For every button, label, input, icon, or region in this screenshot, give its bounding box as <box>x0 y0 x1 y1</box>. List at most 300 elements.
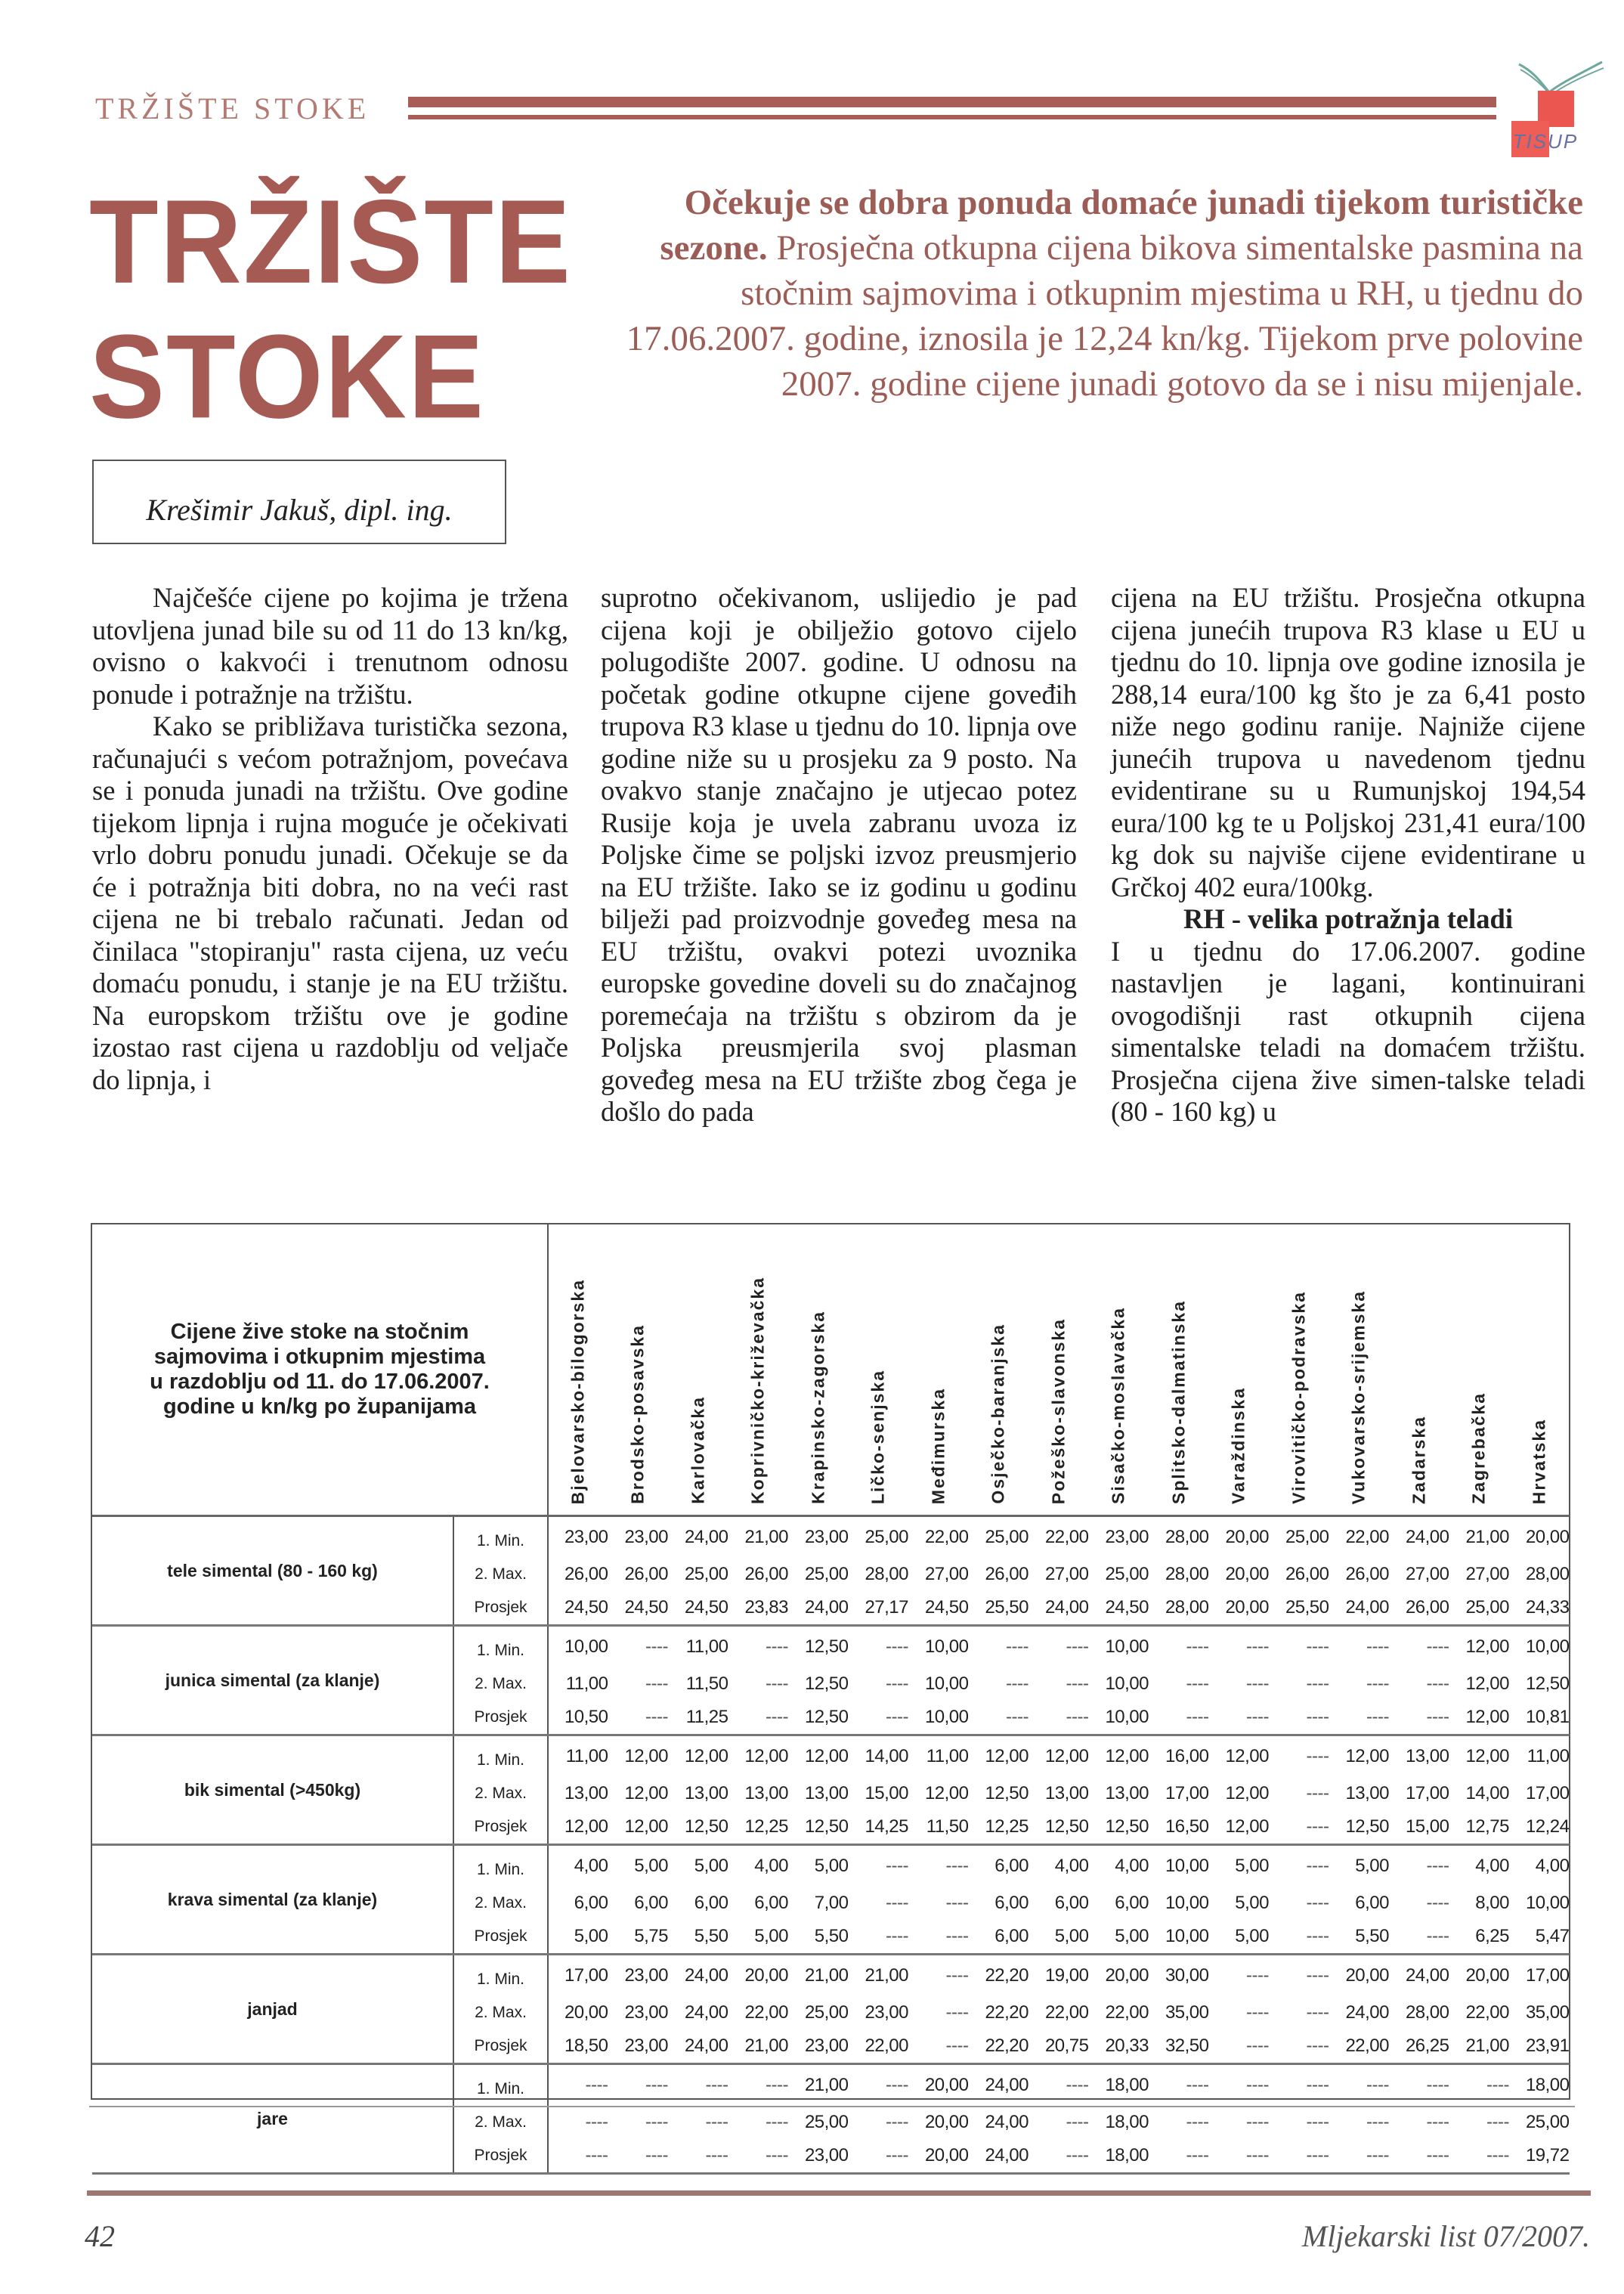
price-cell: 28,00 <box>1525 1564 1570 1584</box>
price-cell: ---- <box>886 1636 908 1657</box>
price-cell: 11,00 <box>685 1636 728 1657</box>
price-cell: ---- <box>945 1893 969 1913</box>
price-cell: 23,00 <box>865 2002 908 2023</box>
county-header <box>728 1224 789 1516</box>
price-cell: 25,00 <box>865 1527 908 1547</box>
price-cell: 5,00 <box>548 1920 608 1955</box>
county-header <box>1329 1224 1390 1516</box>
price-cell: 13,00 <box>1044 1783 1089 1803</box>
price-cell: 20,33 <box>1089 2029 1149 2064</box>
price-cell: 21,00 <box>1465 1527 1509 1547</box>
county-label: Karlovačka <box>688 1396 708 1504</box>
price-cell: 11,00 <box>926 1746 969 1766</box>
price-cell: 5,00 <box>1209 1920 1270 1955</box>
price-cell: 22,00 <box>924 1527 969 1547</box>
county-label: Koprivničko-križevačka <box>747 1277 768 1504</box>
price-cell: 24,50 <box>668 1591 728 1626</box>
price-cell: 8,00 <box>1475 1893 1509 1913</box>
price-cell: 23,83 <box>728 1591 789 1626</box>
price-cell: 5,50 <box>668 1920 728 1955</box>
price-cell: 22,00 <box>1105 2002 1149 2023</box>
price-cell: 12,00 <box>1225 1783 1269 1803</box>
paragraph: I u tjednu do 17.06.2007. godine nastavljen je lagani, kontinuirani ovogodišnji rast otkupnih cijena simentalske teladi na domaćem tržištu. Prosječna cijena žive simen-talske teladi (80 - 160 kg) u <box>1111 935 1585 1127</box>
price-cell: 22,20 <box>985 1965 1029 1986</box>
price-cell: 6,00 <box>1115 1893 1149 1913</box>
price-cell: ---- <box>1329 1701 1390 1735</box>
price-cell: 12,50 <box>985 1783 1029 1803</box>
price-cell: 25,00 <box>684 1564 728 1584</box>
price-cell: 22,00 <box>744 2002 788 2023</box>
price-cell: 11,50 <box>908 1810 969 1845</box>
price-cell: ---- <box>705 2112 728 2132</box>
price-cell: ---- <box>1426 1673 1449 1694</box>
price-cell: ---- <box>645 2075 668 2095</box>
price-cell: 26,00 <box>744 1564 788 1584</box>
price-cell: 12,00 <box>1225 1746 1269 1766</box>
price-cell: 23,00 <box>788 2029 849 2064</box>
price-cell: 25,00 <box>1449 1591 1510 1626</box>
stat-label: Prosjek <box>453 1701 548 1735</box>
price-cell: 15,00 <box>865 1783 908 1803</box>
price-cell: 26,25 <box>1389 2029 1449 2064</box>
price-cell: 12,50 <box>804 1636 849 1657</box>
price-cell: 24,00 <box>1405 1527 1449 1547</box>
price-cell: 23,00 <box>1105 1527 1149 1547</box>
price-cell: 23,00 <box>624 1965 668 1986</box>
price-cell: 6,00 <box>694 1893 728 1913</box>
price-cell: 24,00 <box>1345 2002 1389 2023</box>
price-cell: ---- <box>1186 2112 1209 2132</box>
price-cell: 12,00 <box>744 1746 788 1766</box>
table-row <box>92 1845 1570 1887</box>
price-cell: 21,00 <box>744 1527 788 1547</box>
price-cell: 12,00 <box>1465 1746 1509 1766</box>
price-cell: ---- <box>1209 2029 1270 2064</box>
table-row <box>92 1955 1570 1997</box>
price-cell: 10,00 <box>924 1636 969 1657</box>
price-cell: ---- <box>1486 2112 1509 2132</box>
price-cell: ---- <box>1366 1636 1389 1657</box>
price-cell: ---- <box>1449 2139 1510 2174</box>
price-cell: 4,00 <box>754 1856 788 1876</box>
price-cell: ---- <box>1306 2002 1329 2023</box>
price-cell: ---- <box>645 2112 668 2132</box>
price-cell: 10,00 <box>908 1701 969 1735</box>
price-cell: 17,00 <box>1165 1783 1209 1803</box>
price-cell: 13,00 <box>804 1783 849 1803</box>
price-cell: 26,00 <box>1389 1591 1449 1626</box>
price-cell: 12,50 <box>668 1810 728 1845</box>
price-cell: 25,00 <box>804 2112 849 2132</box>
price-cell: 24,33 <box>1509 1591 1570 1626</box>
price-cell: ---- <box>668 2139 728 2174</box>
price-cell: 12,00 <box>684 1746 728 1766</box>
price-cell: ---- <box>728 2139 789 2174</box>
price-cell: 22,00 <box>1044 2002 1089 2023</box>
price-cell: 11,50 <box>685 1673 728 1694</box>
county-label: Varaždinska <box>1228 1387 1248 1504</box>
price-cell: 27,00 <box>1465 1564 1509 1584</box>
county-label: Osječko-baranjska <box>988 1323 1008 1504</box>
price-cell: 16,00 <box>1165 1746 1209 1766</box>
price-cell: 11,00 <box>1527 1746 1570 1766</box>
price-cell: 4,00 <box>1054 1856 1089 1876</box>
price-cell: ---- <box>1246 2002 1269 2023</box>
logo-text: TISUP <box>1512 130 1579 153</box>
county-header <box>608 1224 669 1516</box>
price-cell: 6,00 <box>1054 1893 1089 1913</box>
county-header <box>1389 1224 1449 1516</box>
price-cell: 5,00 <box>1235 1856 1269 1876</box>
county-header <box>1509 1224 1570 1516</box>
table-row <box>92 1516 1570 1559</box>
lead-rest: Prosječna otkupna cijena bikova simentalske pasmina na stočnim sajmovima i otkupnim mjestima u RH, u tjednu do 17.06.2007. godine, iznosila je 12,24 kn/kg. Tijekom prve polovine 2007. godine cijene junadi gotovo da se i nisu mijenjale. <box>626 228 1583 404</box>
county-header <box>1209 1224 1270 1516</box>
price-cell: 20,00 <box>924 2075 969 2095</box>
price-cell: 23,00 <box>608 2029 669 2064</box>
price-cell: ---- <box>1029 1701 1089 1735</box>
price-cell: 10,00 <box>564 1636 608 1657</box>
price-cell: 12,75 <box>1449 1810 1510 1845</box>
price-cell: 22,00 <box>1345 1527 1389 1547</box>
price-cell: 18,00 <box>1105 2112 1149 2132</box>
price-cell: ---- <box>585 2075 608 2095</box>
price-cell: ---- <box>945 1965 969 1986</box>
county-label: Splitsko-dalmatinska <box>1168 1299 1189 1504</box>
price-cell: 12,00 <box>804 1746 849 1766</box>
price-cell: ---- <box>1306 1856 1329 1876</box>
price-cell: 22,00 <box>1044 1527 1089 1547</box>
price-cell: 20,00 <box>1525 1527 1570 1547</box>
price-cell: 10,00 <box>1089 1701 1149 1735</box>
price-cell: 14,00 <box>1465 1783 1509 1803</box>
price-cell: 6,00 <box>1355 1893 1389 1913</box>
price-cell: 19,00 <box>1044 1965 1089 1986</box>
stat-label: Prosjek <box>453 1810 548 1845</box>
lead-paragraph <box>574 180 1583 407</box>
price-cell: ---- <box>1269 2139 1329 2174</box>
county-label: Brodsko-posavska <box>627 1324 648 1504</box>
price-cell: 4,00 <box>1475 1856 1509 1876</box>
price-cell: 5,50 <box>788 1920 849 1955</box>
price-cell: 6,00 <box>634 1893 668 1913</box>
body-column-1 <box>92 582 568 1096</box>
price-cell: 23,00 <box>624 1527 668 1547</box>
county-label: Zagrebačka <box>1468 1392 1489 1504</box>
price-cell: 5,50 <box>1329 1920 1390 1955</box>
price-cell: ---- <box>1246 2112 1269 2132</box>
price-cell: 20,00 <box>1465 1965 1509 1986</box>
price-cell: 20,00 <box>1225 1527 1269 1547</box>
price-cell: 5,00 <box>634 1856 668 1876</box>
stat-label: Prosjek <box>453 2139 548 2174</box>
price-cell: 28,00 <box>865 1564 908 1584</box>
county-header <box>1449 1224 1510 1516</box>
stat-label: 2. Max. <box>453 1777 548 1810</box>
price-cell: ---- <box>1486 2075 1509 2095</box>
county-header <box>788 1224 849 1516</box>
price-cell: ---- <box>1209 2139 1270 2174</box>
price-cell: ---- <box>1006 1636 1029 1657</box>
price-cell: 24,00 <box>1405 1965 1449 1986</box>
price-cell: ---- <box>945 1856 969 1876</box>
price-cell: ---- <box>1246 1965 1269 1986</box>
stat-label: 2. Max. <box>453 1558 548 1591</box>
price-cell: ---- <box>1426 1856 1449 1876</box>
price-cell: 17,00 <box>1525 1783 1570 1803</box>
price-cell: 24,50 <box>908 1591 969 1626</box>
price-cell: 12,00 <box>1449 1701 1510 1735</box>
paragraph: suprotno očekivanom, uslijedio je pad cijena koji je obilježio gotovo cijelo polugodište 2007. godine. U odnosu na početak godine otkupne cijene goveđih trupova R3 klase u tjednu do 10. lipnja ove godine niže su u prosjeku za 9 posto. Na ovakvo stanje značajno je utjecao potez Rusije koja je uvela zabranu uvoza iz Poljske čime se poljski izvoz preusmjerio na EU tržište. Iako se iz godinu u godinu bilježi pad proizvodnje goveđeg mesa na EU tržištu, ovakvi potezi uvoznika europske govedine doveli su do značajnog poremećaja na tržištu s obzirom da je Poljska preusmjerila svoj plasman goveđeg mesa na EU tržište zbog čega je došlo do pada <box>601 582 1077 1127</box>
county-header <box>908 1224 969 1516</box>
price-cell: ---- <box>886 2075 908 2095</box>
price-cell: 15,00 <box>1389 1810 1449 1845</box>
price-cell: 35,00 <box>1525 2002 1570 2023</box>
price-cell: 22,00 <box>1465 2002 1509 2023</box>
stat-label: Prosjek <box>453 2029 548 2064</box>
price-cell: ---- <box>1306 1783 1329 1803</box>
caption-line: u razdoblju od 11. do 17.06.2007. <box>150 1370 490 1394</box>
livestock-category: tele simental (80 - 160 kg) <box>92 1516 453 1626</box>
price-cell: ---- <box>1306 1746 1329 1766</box>
stat-label: 2. Max. <box>453 1887 548 1920</box>
running-head: TRŽIŠTE STOKE <box>95 91 370 125</box>
price-cell: 12,50 <box>1029 1810 1089 1845</box>
price-cell: ---- <box>908 1920 969 1955</box>
tisup-logo <box>1504 60 1610 189</box>
table-row <box>92 1735 1570 1778</box>
price-cell: 5,00 <box>1089 1920 1149 1955</box>
price-cell: ---- <box>1329 2139 1390 2174</box>
price-cell: 5,00 <box>1029 1920 1089 1955</box>
price-cell: 22,00 <box>849 2029 909 2064</box>
table-row <box>92 1626 1570 1668</box>
price-cell: ---- <box>849 1920 909 1955</box>
price-cell: ---- <box>1209 1701 1270 1735</box>
price-cell: 20,00 <box>1225 1564 1269 1584</box>
price-cell: 6,00 <box>995 1893 1029 1913</box>
price-cell: 4,00 <box>574 1856 608 1876</box>
price-cell: ---- <box>645 1673 668 1694</box>
stat-label: Prosjek <box>453 1591 548 1626</box>
price-cell: 4,00 <box>1115 1856 1149 1876</box>
price-cell: ---- <box>766 1636 788 1657</box>
livestock-category: jare <box>92 2064 453 2174</box>
price-cell: 7,00 <box>814 1893 849 1913</box>
price-cell: ---- <box>1246 1673 1269 1694</box>
price-cell: 24,00 <box>788 1591 849 1626</box>
price-cell: ---- <box>548 2139 608 2174</box>
price-cell: ---- <box>1306 1893 1329 1913</box>
price-cell: ---- <box>1246 2075 1269 2095</box>
county-header <box>1089 1224 1149 1516</box>
price-cell: 26,00 <box>1345 1564 1389 1584</box>
price-cell: ---- <box>849 2139 909 2174</box>
county-header <box>849 1224 909 1516</box>
stat-label: 2. Max. <box>453 1996 548 2029</box>
price-cell: ---- <box>849 1701 909 1735</box>
price-cell: 6,25 <box>1449 1920 1510 1955</box>
price-cell: 12,00 <box>1209 1810 1270 1845</box>
price-cell: 27,00 <box>924 1564 969 1584</box>
price-cell: ---- <box>1066 1673 1089 1694</box>
price-cell: 12,24 <box>1509 1810 1570 1845</box>
price-cell: 23,00 <box>624 2002 668 2023</box>
price-cell: 32,50 <box>1149 2029 1209 2064</box>
price-cell: 13,00 <box>744 1783 788 1803</box>
price-cell: 26,00 <box>1285 1564 1329 1584</box>
title-line-2: STOKE <box>89 309 486 443</box>
footer-rule <box>87 2190 1591 2196</box>
price-cell: 5,47 <box>1509 1920 1570 1955</box>
price-cell: 28,00 <box>1149 1591 1209 1626</box>
price-cell: ---- <box>886 2112 908 2132</box>
price-cell: 18,00 <box>1089 2139 1149 2174</box>
page-number: 42 <box>85 2219 115 2253</box>
price-cell: ---- <box>1149 1701 1209 1735</box>
price-cell: 27,00 <box>1044 1564 1089 1584</box>
title-line-1: TRŽIŠTE <box>89 175 572 308</box>
price-table-frame <box>91 1223 1570 2166</box>
price-cell: 22,20 <box>969 2029 1029 2064</box>
price-cell: ---- <box>1306 1636 1329 1657</box>
price-cell: ---- <box>886 1893 908 1913</box>
price-cell: ---- <box>1269 1810 1329 1845</box>
county-label: Ličko-senjska <box>868 1369 888 1504</box>
price-cell: 24,00 <box>668 2029 728 2064</box>
price-cell: 23,00 <box>564 1527 608 1547</box>
price-cell: 12,00 <box>1345 1746 1389 1766</box>
price-cell: 23,00 <box>804 1527 849 1547</box>
price-cell: ---- <box>1186 1673 1209 1694</box>
price-cell: ---- <box>728 1701 789 1735</box>
author-name: Krešimir Jakuš, dipl. ing. <box>146 492 453 527</box>
paragraph: Kako se približava turistička sezona, računajući s većom potražnjom, povećava se i ponuda junadi na tržištu. Ove godine tijekom lipnja i rujna moguće je očekivati vrlo dobru ponudu junadi. Očekuje se da će i potražnja biti dobra, no na veći rast cijena ne bi trebalo računati. Jedan od činilaca "stopiranju" rasta cijena, uz veću domaću ponudu, i stanje je na EU tržištu. Na europskom tržištu ove je godine izostao rast cijena u razdoblju od veljače do lipnja, i <box>92 710 568 1095</box>
price-cell: 24,50 <box>1089 1591 1149 1626</box>
price-cell: 30,00 <box>1165 1965 1209 1986</box>
price-cell: ---- <box>1426 1893 1449 1913</box>
price-cell: 13,00 <box>684 1783 728 1803</box>
price-cell: 24,00 <box>684 1965 728 1986</box>
price-cell: 24,00 <box>985 2112 1029 2132</box>
price-cell: 21,00 <box>804 2075 849 2095</box>
stat-label: 1. Min. <box>453 2064 548 2107</box>
price-cell: 28,00 <box>1165 1527 1209 1547</box>
paragraph: cijena na EU tržištu. Prosječna otkupna cijena junećih trupova R3 klase u EU u tjednu do 10. lipnja ove godine iznosila je 288,14 eura/100 kg što je za 6,41 posto niže nego godinu ranije. Najniže cijene junećih trupova u navedenom tjednu evidentirane su u Rumunjskoj 194,54 eura/100 kg te u Poljskoj 231,41 eura/100 kg dok su najviše cijene evidentirane u Grčkoj 402 eura/100kg. <box>1111 582 1585 902</box>
price-cell: 17,00 <box>1405 1783 1449 1803</box>
price-cell: 13,00 <box>564 1783 608 1803</box>
livestock-category: janjad <box>92 1955 453 2064</box>
price-table <box>92 1224 1570 2175</box>
price-cell: ---- <box>945 2002 969 2023</box>
price-cell: 21,00 <box>1449 2029 1510 2064</box>
price-cell: ---- <box>1269 2029 1329 2064</box>
price-cell: 12,50 <box>788 1701 849 1735</box>
price-cell: ---- <box>1426 2112 1449 2132</box>
price-cell: ---- <box>969 1701 1029 1735</box>
price-cell: ---- <box>1269 1701 1329 1735</box>
price-cell: 10,00 <box>1525 1893 1570 1913</box>
price-cell: 21,00 <box>804 1965 849 1986</box>
price-cell: 20,00 <box>1209 1591 1270 1626</box>
price-cell: 14,25 <box>849 1810 909 1845</box>
price-cell: ---- <box>1366 1673 1389 1694</box>
price-cell: 10,00 <box>1525 1636 1570 1657</box>
county-label: Hrvatska <box>1529 1418 1549 1504</box>
price-cell: ---- <box>1366 2075 1389 2095</box>
price-cell: 5,00 <box>1235 1893 1269 1913</box>
price-cell: 13,00 <box>1345 1783 1389 1803</box>
price-cell: ---- <box>1066 2075 1089 2095</box>
price-cell: ---- <box>1306 1673 1329 1694</box>
price-cell: 5,00 <box>694 1856 728 1876</box>
caption-line: sajmovima i otkupnim mjestima <box>153 1345 486 1369</box>
price-cell: 27,17 <box>849 1591 909 1626</box>
price-cell: 12,00 <box>548 1810 608 1845</box>
stat-label: 2. Max. <box>453 1667 548 1701</box>
caption-line: godine u kn/kg po županijama <box>162 1395 477 1419</box>
county-header <box>668 1224 728 1516</box>
price-cell: ---- <box>1186 1636 1209 1657</box>
price-cell: 5,00 <box>1355 1856 1389 1876</box>
price-cell: 26,00 <box>985 1564 1029 1584</box>
price-cell: ---- <box>1186 2075 1209 2095</box>
table-row <box>92 2064 1570 2107</box>
body-column-3 <box>1111 582 1585 1128</box>
price-cell: 21,00 <box>865 1965 908 1986</box>
price-cell: 12,00 <box>624 1746 668 1766</box>
county-label: Požeško-slavonska <box>1048 1317 1069 1504</box>
price-cell: ---- <box>1149 2139 1209 2174</box>
county-label: Bjelovarsko-bilogorska <box>568 1278 588 1504</box>
price-cell: 18,00 <box>1105 2075 1149 2095</box>
body-column-2 <box>601 582 1077 1128</box>
price-cell: 24,00 <box>985 2075 1029 2095</box>
price-cell: 20,00 <box>1105 1965 1149 1986</box>
price-cell: 12,50 <box>804 1673 849 1694</box>
price-cell: 25,00 <box>985 1527 1029 1547</box>
county-header <box>969 1224 1029 1516</box>
price-cell: 12,00 <box>1105 1746 1149 1766</box>
price-cell: 27,00 <box>1405 1564 1449 1584</box>
livestock-category: krava simental (za klanje) <box>92 1845 453 1955</box>
stat-label: 2. Max. <box>453 2106 548 2139</box>
paragraph: Najčešće cijene po kojima je tržena utovljena junad bile su od 11 do 13 kn/kg, ovisno o kakvoći i trenutnom odnosu ponude i potražnje na tržištu. <box>92 582 568 710</box>
price-cell: 16,50 <box>1149 1810 1209 1845</box>
price-cell: 13,00 <box>1105 1783 1149 1803</box>
price-cell: 6,00 <box>969 1920 1029 1955</box>
price-cell: ---- <box>1066 2112 1089 2132</box>
price-cell: 13,00 <box>1405 1746 1449 1766</box>
price-cell: ---- <box>1269 1920 1329 1955</box>
price-cell: 26,00 <box>564 1564 608 1584</box>
stat-label: 1. Min. <box>453 1735 548 1778</box>
price-cell: 5,75 <box>608 1920 669 1955</box>
price-cell: 20,00 <box>908 2139 969 2174</box>
price-cell: 25,00 <box>1525 2112 1570 2132</box>
price-cell: 24,00 <box>969 2139 1029 2174</box>
stat-label: 1. Min. <box>453 1626 548 1668</box>
price-cell: 12,00 <box>624 1783 668 1803</box>
price-cell: 20,00 <box>1345 1965 1389 1986</box>
price-cell: 10,00 <box>1149 1920 1209 1955</box>
price-cell: 10,00 <box>1165 1856 1209 1876</box>
price-cell: 23,00 <box>788 2139 849 2174</box>
price-cell: 21,00 <box>728 2029 789 2064</box>
price-cell: ---- <box>1366 2112 1389 2132</box>
price-cell: ---- <box>705 2075 728 2095</box>
magazine-issue: Mljekarski list 07/2007. <box>1301 2219 1590 2253</box>
